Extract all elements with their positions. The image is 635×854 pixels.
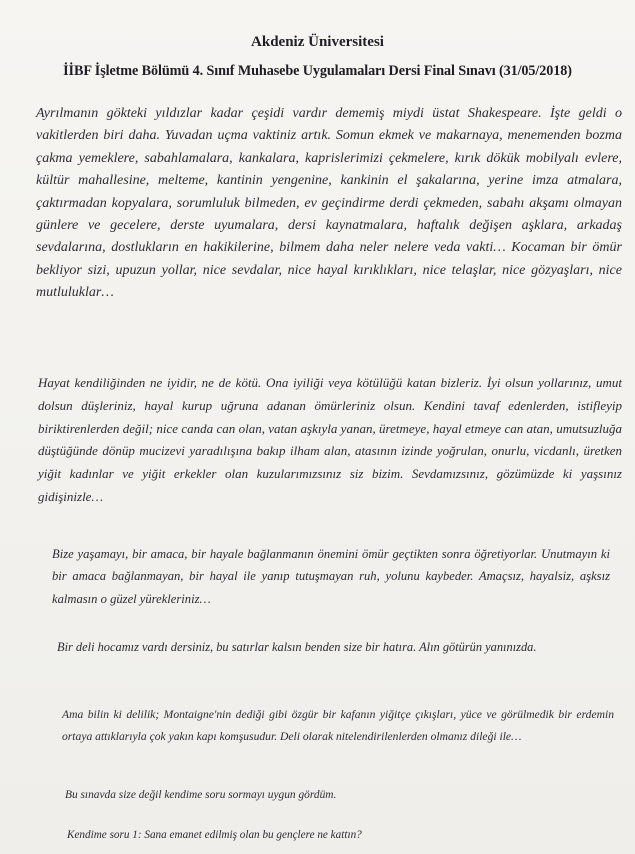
farewell-paragraph: Ayrılmanın gökteki yıldızlar kadar çeşidi vardır dememiş miydi üstat Shakespeare. İşte geldi o vakitlerden biri daha. Yuvadan uçma vaktiniz artık. Somun ekmek ve makarnaya, menemenden bozma çakma yemeklere, sabahlamalara, kankalara, kaprislerimizi çekmelere, kırık dökük mobilyalı evlere, kültür mahallesine, melteme, kantinin yengenine, kankinin el şakalarına, yerine imza atmalara, çaktırmadan kopyalara, sorumluluk bilmeden, ev geçindirme derdi çekmeden, sabahı akşamı olmayan günlere ve gecelere, derste uyumalara, dersi kaynatmalara, haftalık değişen aşklara, arkadaş sevdalarına, dostlukların en hakikilerine, bilmem daha neler nelere veda vakti… Kocaman bir ömür bekliyor sizi, upuzun yollar, nice sevdalar, nice hayal kırıklıkları, nice telaşlar, nice gözyaşları, nice mutluluklar… [36, 106, 622, 301]
life-paragraph: Hayat kendiliğinden ne iyidir, ne de kötü. Ona iyiliği veya kötülüğü katan bizleriz. İyi olsun yollarınız, umut dolsun düşleriniz, hayal kurup uğruna adanan ömürleriniz olsun. Kendini tavaf edenlerden, istifleyip biriktirenlerden değil; nice canda can olan, vatan aşkıyla yanan, üretmeye, hayal etmeye can atan, umutsuzluğa düştüğünde dönüp mucizevi yaradılışına bakıp ilham alan, atasının izinde yoğrulan, onurlu, vicdanlı, üretken yiğit kadınlar ve yiğit erkekler olan kuzularımızsınız siz bizim. Sevdamızsınız, gözümüzde ki yaşsınız gidişinizle… [38, 375, 622, 504]
memory-paragraph: Bir deli hocamız vardı dersiniz, bu satırlar kalsın benden size bir hatıra. Alın götürün yanınızda. [57, 640, 537, 654]
question-1: Kendime soru 1: Sana emanet edilmiş olan bu gençlere ne kattın? [67, 829, 362, 841]
exam-header [0, 34, 635, 80]
exam-title: İİBF İşletme Bölümü 4. Sınıf Muhasebe Uygulamaları Dersi Final Sınavı (31/05/2018) [63, 63, 572, 79]
exam-note: Bu sınavda size değil kendime soru sormayı uygun gördüm. [65, 789, 337, 801]
madness-paragraph: Ama bilin ki delilik; Montaigne'nin dediği gibi özgür bir kafanın yiğitçe çıkışları, yüce ve görülmedik bir erdemin ortaya attıklarıyla çok yakın kapı komşusudur. Deli olarak nitelendirilenlerden olmanız dileği ile… [62, 708, 614, 743]
purpose-paragraph: Bize yaşamayı, bir amaca, bir hayale bağlanmanın önemini ömür geçtikten sonra öğretiyorlar. Unutmayın ki bir amaca bağlanmayan, bir hayal ile yanıp tutuşmayan ruh, yolunu kaybeder. Amaçsız, hayalsiz, aşksız kalmasın o güzel yürekleriniz… [52, 547, 610, 606]
university-name: Akdeniz Üniversitesi [251, 34, 384, 50]
